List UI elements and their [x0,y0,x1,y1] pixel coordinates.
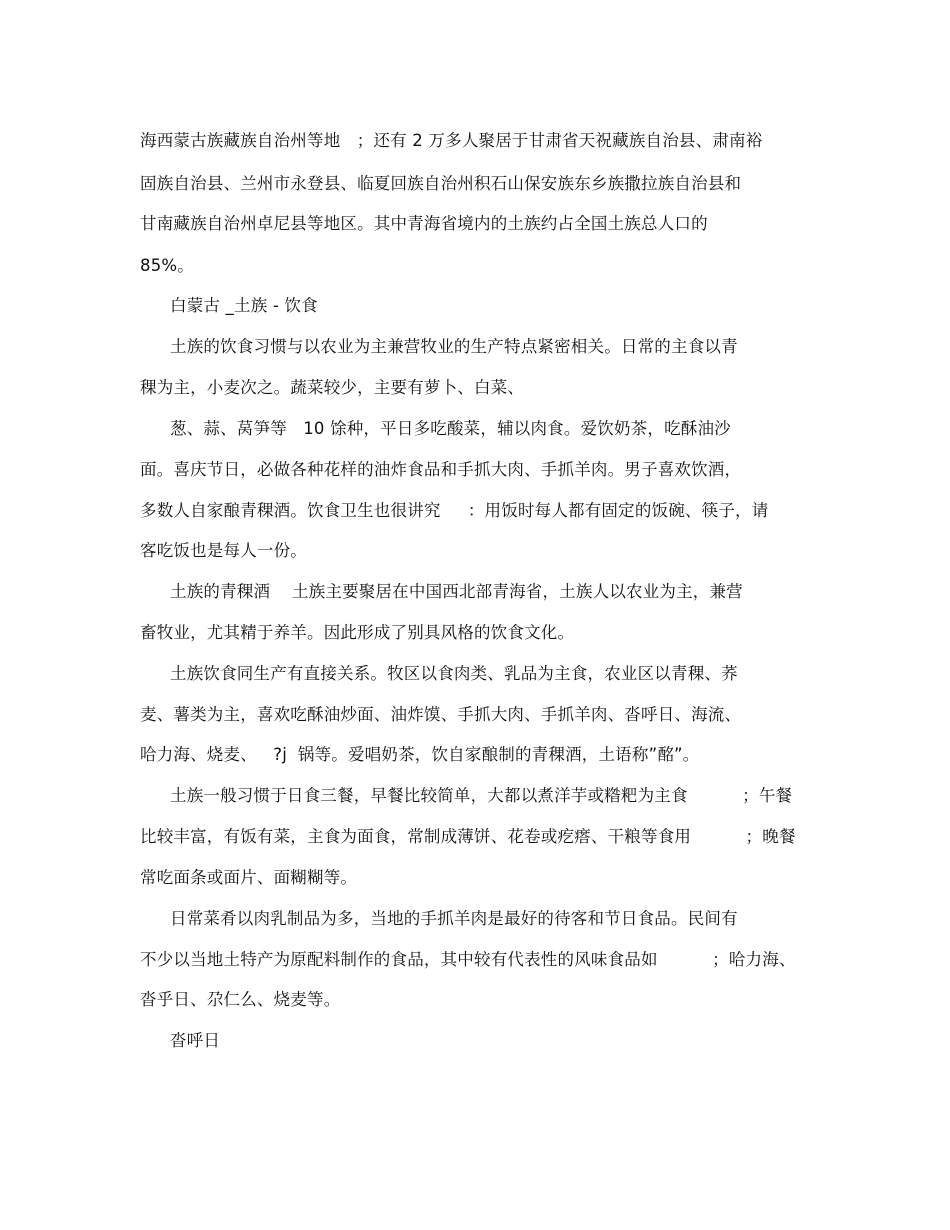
text-line: 日常菜肴以肉乳制品为多，当地的手抓羊肉是最好的待客和节日食品。民间有 [170,909,738,928]
text-line: 沓呼日 [170,1031,221,1050]
text-line: 土族一般习惯于日食三餐，早餐比较简单，大都以煮洋芋或糌粑为主食 ；午餐 [170,786,793,805]
text-line: 甘南藏族自治州卓尼县等地区。其中青海省境内的土族约占全国土族总人口的 [140,214,708,233]
text-line: 葱、蒜、莴笋等 10 馀种，平日多吃酸菜，辅以肉食。爱饮奶茶，吃酥油沙 [170,419,731,438]
text-line: 海西蒙古族藏族自治州等地 ；还有 2 万多人聚居于甘肃省天祝藏族自治县、肃南裕 [140,131,763,150]
text-line: 面。喜庆节日，必做各种花样的油炸食品和手抓大肉、手抓羊肉。男子喜欢饮酒， [140,460,742,479]
text-line: 常吃面条或面片、面糊糊等。 [140,868,358,887]
text-line: 稞为主，小麦次之。蔬菜较少，主要有萝卜、白菜、 [140,378,525,397]
text-line: 不少以当地土特产为原配料制作的食品，其中较有代表性的风味食品如 ；哈力海、 [140,950,796,969]
text-line: 比较丰富，有饭有菜，主食为面食，常制成薄饼、花卷或疙瘩、干粮等食用 ；晚餐 [140,827,796,846]
text-line: 麦、薯类为主，喜欢吃酥油炒面、油炸馍、手抓大肉、手抓羊肉、沓呼日、海流、 [140,705,742,724]
text-line: 土族饮食同生产有直接关系。牧区以食肉类、乳品为主食，农业区以青稞、荞 [170,664,738,683]
text-line: 哈力海、烧麦、 ?j 锅等。爱唱奶茶，饮自家酿制的青稞酒，土语称”酩”。 [140,745,700,764]
text-line: 固族自治县、兰州市永登县、临夏回族自治州积石山保安族东乡族撒拉族自治县和 [140,174,742,193]
text-line: 多数人自家酿青稞酒。饮食卫生也很讲究 ：用饭时每人都有固定的饭碗、筷子，请 [140,501,769,520]
text-line: 土族的饮食习惯与以农业为主兼营牧业的生产特点紧密相关。日常的主食以青 [170,337,738,356]
text-line: 客吃饭也是每人一份。 [140,541,307,560]
text-line: 畜牧业，尤其精于养羊。因此形成了别具风格的饮食文化。 [140,623,575,642]
text-line: 土族的青稞酒 土族主要聚居在中国西北部青海省，土族人以农业为主，兼营 [170,582,743,601]
text-line: 85%。 [140,256,194,275]
text-line: 沓乎日、尕仁么、烧麦等。 [140,990,341,1009]
section-heading: 白蒙古 _土族 - 饮食 [170,296,318,315]
